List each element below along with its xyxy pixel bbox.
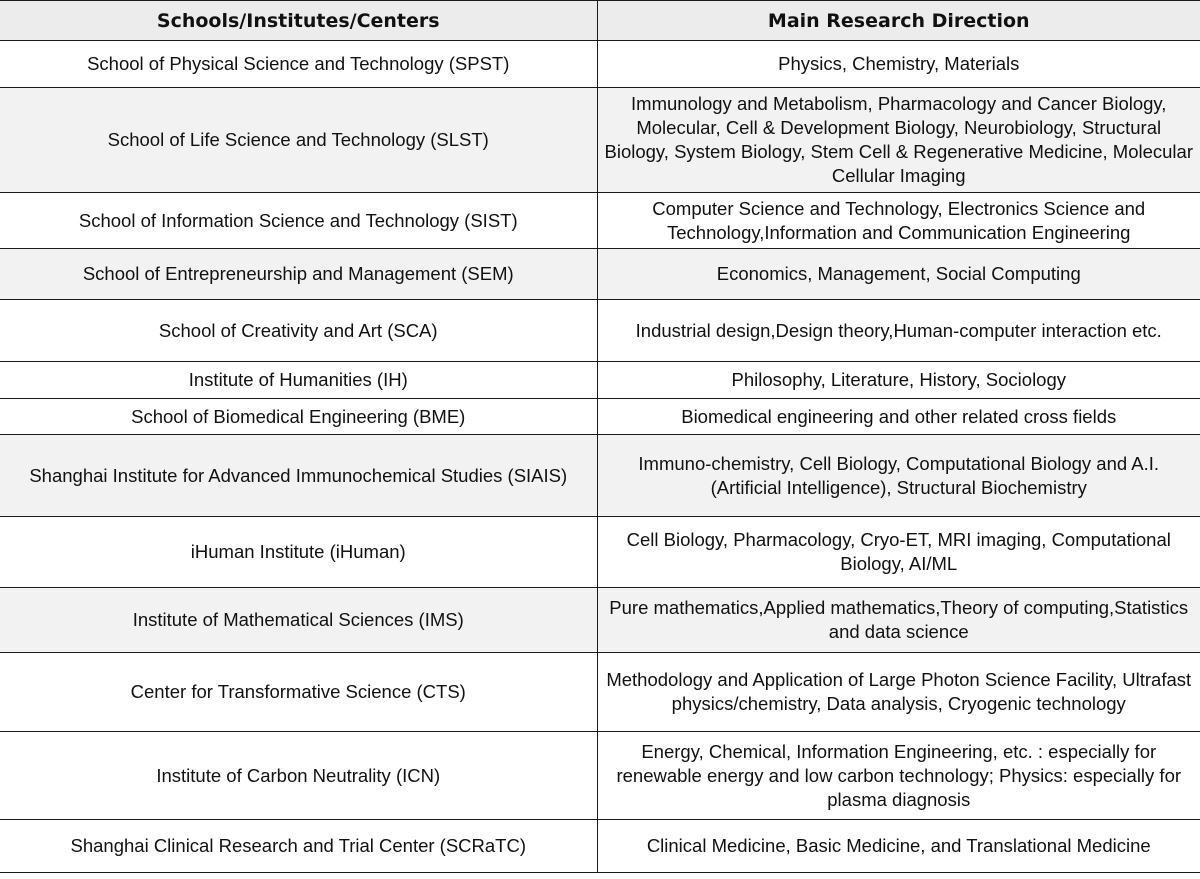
research-direction-cell: Biomedical engineering and other related cross fields <box>597 399 1200 435</box>
research-direction-cell: Immuno-chemistry, Cell Biology, Computational Biology and A.I. (Artificial Intelligence), Structural Biochemistry <box>597 435 1200 517</box>
research-direction-cell: Computer Science and Technology, Electronics Science and Technology,Information and Communication Engineering <box>597 193 1200 249</box>
column-header-schools: Schools/Institutes/Centers <box>0 1 597 41</box>
research-direction-cell: Methodology and Application of Large Photon Science Facility, Ultrafast physics/chemistry, Data analysis, Cryogenic technology <box>597 653 1200 732</box>
research-direction-cell: Cell Biology, Pharmacology, Cryo-ET, MRI imaging, Computational Biology, AI/ML <box>597 517 1200 588</box>
table-row <box>0 399 1200 435</box>
school-name-cell: Center for Transformative Science (CTS) <box>0 653 597 732</box>
research-direction-cell: Physics, Chemistry, Materials <box>597 41 1200 88</box>
research-direction-cell: Industrial design,Design theory,Human-computer interaction etc. <box>597 300 1200 362</box>
table-row <box>0 732 1200 820</box>
research-direction-cell: Energy, Chemical, Information Engineering, etc. : especially for renewable energy and low carbon technology; Physics: especially for plasma diagnosis <box>597 732 1200 820</box>
school-name-cell: Institute of Humanities (IH) <box>0 362 597 399</box>
research-direction-cell: Clinical Medicine, Basic Medicine, and Translational Medicine <box>597 820 1200 873</box>
research-direction-cell: Philosophy, Literature, History, Sociology <box>597 362 1200 399</box>
school-name-cell: School of Biomedical Engineering (BME) <box>0 399 597 435</box>
table-row <box>0 193 1200 249</box>
research-direction-cell: Economics, Management, Social Computing <box>597 249 1200 300</box>
school-name-cell: School of Entrepreneurship and Management (SEM) <box>0 249 597 300</box>
table-row <box>0 517 1200 588</box>
table-row <box>0 820 1200 873</box>
school-name-cell: School of Life Science and Technology (SLST) <box>0 88 597 193</box>
school-name-cell: iHuman Institute (iHuman) <box>0 517 597 588</box>
school-name-cell: School of Physical Science and Technology (SPST) <box>0 41 597 88</box>
table-row <box>0 362 1200 399</box>
table-row <box>0 300 1200 362</box>
research-direction-cell: Pure mathematics,Applied mathematics,Theory of computing,Statistics and data science <box>597 588 1200 653</box>
table-row <box>0 588 1200 653</box>
school-name-cell: School of Information Science and Technology (SIST) <box>0 193 597 249</box>
school-name-cell: School of Creativity and Art (SCA) <box>0 300 597 362</box>
table-row <box>0 249 1200 300</box>
school-name-cell: Institute of Mathematical Sciences (IMS) <box>0 588 597 653</box>
table-row <box>0 435 1200 517</box>
school-name-cell: Shanghai Clinical Research and Trial Center (SCRaTC) <box>0 820 597 873</box>
header-row <box>0 1 1200 41</box>
table-row <box>0 41 1200 88</box>
table-row <box>0 653 1200 732</box>
school-name-cell: Institute of Carbon Neutrality (ICN) <box>0 732 597 820</box>
table-row <box>0 88 1200 193</box>
school-name-cell: Shanghai Institute for Advanced Immunochemical Studies (SIAIS) <box>0 435 597 517</box>
column-header-research-direction: Main Research Direction <box>597 1 1200 41</box>
research-direction-cell: Immunology and Metabolism, Pharmacology and Cancer Biology, Molecular, Cell & Development Biology, Neurobiology, Structural Biology, System Biology, Stem Cell & Regenerative Medicine, Molecular Cellular Imaging <box>597 88 1200 193</box>
